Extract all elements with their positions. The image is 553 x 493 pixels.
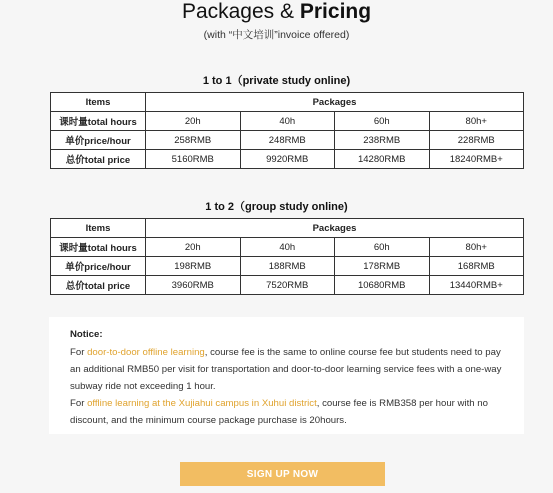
row-label: 课时量total hours bbox=[51, 238, 146, 257]
table-cell: 198RMB bbox=[146, 257, 241, 276]
notice-text: , course fee is RMB358 per hour with no discount, and the minimum course package purchase is 20hours. bbox=[70, 398, 488, 426]
row-label: 课时量total hours bbox=[51, 112, 146, 131]
table-row bbox=[51, 276, 524, 295]
table-cell: 5160RMB bbox=[146, 150, 241, 169]
title-packages: Packages bbox=[181, 0, 275, 23]
table-cell: 248RMB bbox=[240, 131, 335, 150]
notice-text: , course fee is the same to online course fee but students need to pay an additional RMB50 per visit for transportation and door-to-door learning service fees with a one-way subway ride not exceeding 1 hour. bbox=[70, 347, 502, 392]
table-header-row bbox=[51, 219, 524, 238]
section-title-1to1: 1 to 1（private study online) bbox=[202, 75, 351, 87]
table-cell: 20h bbox=[146, 238, 241, 257]
table-row bbox=[51, 238, 524, 257]
table-cell: 258RMB bbox=[146, 131, 241, 150]
row-label: 总价total price bbox=[51, 276, 146, 295]
table-row bbox=[51, 257, 524, 276]
section-title-1to2: 1 to 2（group study online) bbox=[205, 201, 348, 213]
table-cell: 14280RMB bbox=[335, 150, 430, 169]
notice-box bbox=[49, 317, 524, 434]
table-header-row bbox=[51, 93, 524, 112]
header-items: Items bbox=[51, 93, 146, 112]
table-cell: 80h+ bbox=[429, 238, 524, 257]
notice-text: For bbox=[70, 398, 88, 409]
table-cell: 60h bbox=[335, 112, 430, 131]
table-cell: 178RMB bbox=[335, 257, 430, 276]
title-ampersand: & bbox=[280, 0, 295, 23]
table-cell: 168RMB bbox=[429, 257, 524, 276]
table-cell: 10680RMB bbox=[335, 276, 430, 295]
sign-up-button[interactable]: SIGN UP NOW bbox=[180, 462, 385, 486]
xujiahui-campus-link[interactable]: offline learning at the Xujiahui campus in Xuhui district bbox=[87, 398, 317, 409]
door-to-door-link[interactable]: door-to-door offline learning bbox=[87, 347, 205, 358]
row-label: 总价total price bbox=[51, 150, 146, 169]
row-label: 单价price/hour bbox=[51, 257, 146, 276]
table-cell: 20h bbox=[146, 112, 241, 131]
pricing-table-1to2 bbox=[50, 218, 524, 295]
notice-paragraph-door-to-door bbox=[70, 344, 502, 395]
header-packages: Packages bbox=[146, 93, 524, 112]
page-title bbox=[0, 0, 553, 24]
table-row bbox=[51, 131, 524, 150]
table-cell: 3960RMB bbox=[146, 276, 241, 295]
table-cell: 80h+ bbox=[429, 112, 524, 131]
notice-title: Notice: bbox=[70, 329, 103, 340]
table-cell: 13440RMB+ bbox=[429, 276, 524, 295]
table-cell: 228RMB bbox=[429, 131, 524, 150]
table-cell: 60h bbox=[335, 238, 430, 257]
header-items: Items bbox=[51, 219, 146, 238]
notice-paragraph-campus bbox=[70, 395, 502, 429]
table-cell: 40h bbox=[240, 238, 335, 257]
table-cell: 40h bbox=[240, 112, 335, 131]
table-row bbox=[51, 112, 524, 131]
table-cell: 18240RMB+ bbox=[429, 150, 524, 169]
table-cell: 238RMB bbox=[335, 131, 430, 150]
notice-text: For bbox=[70, 347, 88, 358]
header-packages: Packages bbox=[146, 219, 524, 238]
row-label: 单价price/hour bbox=[51, 131, 146, 150]
table-cell: 7520RMB bbox=[240, 276, 335, 295]
table-cell: 9920RMB bbox=[240, 150, 335, 169]
table-row bbox=[51, 150, 524, 169]
pricing-table-1to1 bbox=[50, 92, 524, 169]
table-cell: 188RMB bbox=[240, 257, 335, 276]
title-pricing: Pricing bbox=[299, 0, 372, 23]
page-subtitle: (with “中文培训”invoice offered) bbox=[203, 29, 350, 41]
